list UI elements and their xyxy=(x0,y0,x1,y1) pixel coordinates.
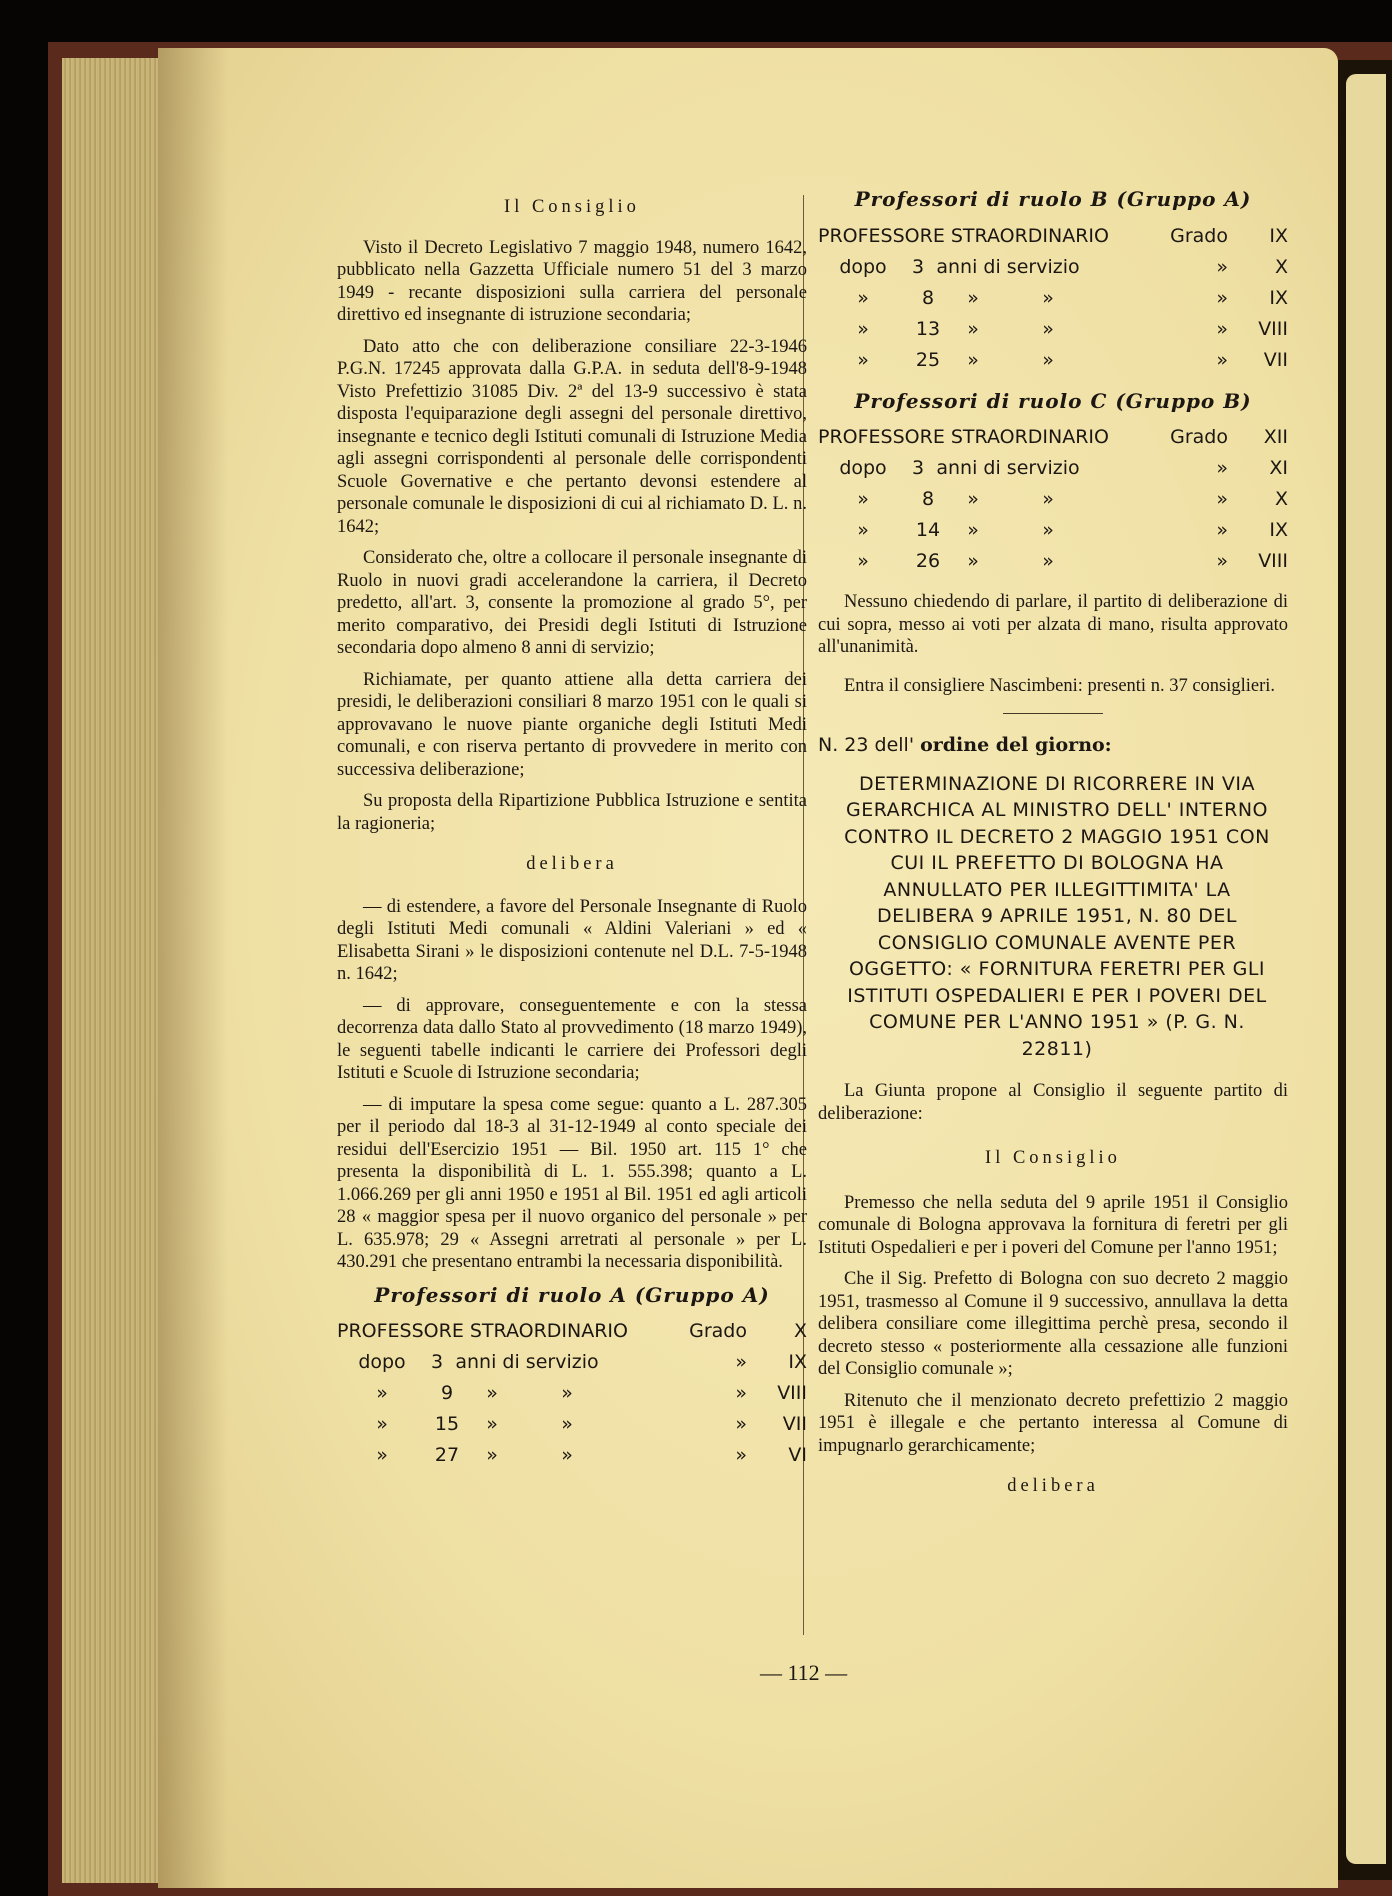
table-cell: » xyxy=(1216,348,1228,371)
table-cell: dopo xyxy=(839,457,887,479)
table-cell: » xyxy=(1216,286,1228,309)
table-cell: » xyxy=(1042,286,1054,309)
table-cell: 14 xyxy=(915,519,941,541)
table-cell: » xyxy=(1216,519,1228,541)
table-cell: dopo xyxy=(358,1351,406,1373)
table-cell: 13 xyxy=(915,317,941,340)
table-cell: » xyxy=(1216,488,1228,510)
paragraph: Nessuno chiedendo di parlare, il partito di deliberazione di cui sopra, messo ai voti per alzata di mano, risulta approvato all'unanimità. xyxy=(818,592,1288,657)
table-row xyxy=(818,314,1288,345)
table-cell: dopo xyxy=(839,255,887,278)
paragraph: Considerato che, oltre a collocare il personale insegnante di Ruolo in nuovi gradi accelerandone la carriera, il Decreto predetto, all'art. 3, consente la promozione al grado 5°, per merito comparativo, dei Presidi degli Istituti di Istruzione secondaria dopo almeno 8 anni di servizio; xyxy=(337,548,807,658)
paragraph: Richiamate, per quanto attiene alla detta carriera dei presidi, le deliberazioni consiliari 8 marzo 1951 con le quali si approvavano le nuove piante organiche degli Istituti Medi comunali, e con riserva pertanto di provvedere in merito con successiva deliberazione; xyxy=(337,669,807,780)
table-cell: X xyxy=(793,1320,807,1342)
table-heading: Professori di ruolo C (Gruppo B) xyxy=(854,388,1252,413)
table-cell: 8 xyxy=(921,488,935,510)
table-cell: » xyxy=(735,1413,747,1435)
table-row xyxy=(818,345,1288,376)
table-cell: » xyxy=(857,286,869,309)
table-cell: Grado xyxy=(689,1320,747,1342)
section-title: Il Consiglio xyxy=(985,1148,1121,1168)
table-cell: » xyxy=(735,1351,747,1373)
paragraph: Che il Sig. Prefetto di Bologna con suo decreto 2 maggio 1951, trasmesso al Comune il 9 successivo, annullava la detta delibera consiliare come illegittima perchè presa, secondo il decreto stesso « posteriormente alla cessazione alle funzioni del Consiglio comunale »; xyxy=(818,1269,1288,1379)
table-cell: » xyxy=(1042,488,1054,510)
table-cell: » xyxy=(561,1382,573,1404)
agenda-number: N. 23 xyxy=(818,734,869,756)
next-page-edge xyxy=(1346,74,1386,1864)
page-number: — 112 — xyxy=(760,1660,848,1685)
table-cell: » xyxy=(376,1382,388,1404)
table-cell: » xyxy=(1042,317,1054,340)
table-cell: » xyxy=(1216,317,1228,340)
table-cell: » xyxy=(486,1382,498,1404)
table-cell: » xyxy=(376,1413,388,1435)
table-row xyxy=(818,283,1288,314)
table-cell: IX xyxy=(1269,224,1288,247)
table-cell: 25 xyxy=(915,348,941,371)
table-row xyxy=(818,221,1288,252)
table-row xyxy=(337,1409,807,1440)
table-row xyxy=(818,484,1288,515)
table-cell: VIII xyxy=(777,1382,807,1404)
table-heading: Professori di ruolo A (Gruppo A) xyxy=(374,1282,770,1307)
table-cell: » xyxy=(561,1444,573,1466)
table-cell: anni di servizio xyxy=(936,457,1080,479)
table-row xyxy=(818,422,1288,453)
paragraph: Entra il consigliere Nascimbeni: presenti n. 37 consiglieri. xyxy=(844,675,1276,696)
table-cell: anni di servizio xyxy=(455,1351,599,1373)
table-cell: » xyxy=(967,286,979,309)
career-table-c xyxy=(818,422,1288,577)
table-cell: 3 xyxy=(911,457,925,479)
table-cell: IX xyxy=(1269,286,1288,309)
table-cell: X xyxy=(1274,488,1288,510)
table-cell: » xyxy=(1216,457,1228,479)
table-cell: 3 xyxy=(911,255,925,278)
agenda-label: ordine del giorno: xyxy=(920,734,1112,756)
section-title: Il Consiglio xyxy=(504,197,640,217)
table-cell: » xyxy=(1042,550,1054,572)
table-cell: » xyxy=(857,348,869,371)
table-cell: » xyxy=(1216,255,1228,278)
table-cell: 27 xyxy=(434,1444,460,1466)
paragraph: La Giunta propone al Consiglio il seguente partito di deliberazione: xyxy=(818,1081,1288,1124)
table-cell: 8 xyxy=(921,286,935,309)
table-cell: » xyxy=(1216,550,1228,572)
resolution-item: — di approvare, conseguentemente e con la stessa decorrenza data dallo Stato al provvedimento (18 marzo 1949), le seguenti tabelle indicanti le carriere dei Professori degli Istituti e Scuole di Istruzione secondaria; xyxy=(337,995,807,1083)
table-cell: anni di servizio xyxy=(936,255,1080,278)
left-column xyxy=(337,196,807,1471)
table-cell: » xyxy=(967,317,979,340)
right-column xyxy=(818,188,1288,1507)
delibera-heading: delibera xyxy=(1007,1476,1099,1496)
agenda-prefix: dell' xyxy=(874,734,915,756)
table-cell: 9 xyxy=(440,1382,454,1404)
table-cell: VII xyxy=(782,1413,807,1435)
table-cell: » xyxy=(967,488,979,510)
table-row xyxy=(337,1378,807,1409)
table-heading: Professori di ruolo B (Gruppo A) xyxy=(854,187,1252,211)
table-cell: » xyxy=(735,1382,747,1404)
table-cell: » xyxy=(376,1444,388,1466)
table-row xyxy=(818,515,1288,546)
paragraph: Dato atto che con deliberazione consiliare 22-3-1946 P.G.N. 17245 approvata dalla G.P.A. in seduta dell'8-9-1948 Visto Prefettizio 31085 Div. 2ª del 13-9 successivo è stata disposta l'equiparazione degli assegni del personale direttivo, insegnante e tecnico degli Istituti comunali di Istruzione Media agli assegni corrispondenti al personale delle corrispondenti Scuole Governative e che pertanto devonsi estendere al personale comunale le disposizioni di cui al richiamato D. L. n. 1642; xyxy=(337,336,807,537)
table-cell: » xyxy=(967,348,979,371)
table-cell: IX xyxy=(1269,519,1288,541)
table-cell: » xyxy=(486,1444,498,1466)
table-cell: 15 xyxy=(434,1413,460,1435)
table-cell: PROFESSORE STRAORDINARIO xyxy=(818,426,1109,448)
table-cell: VII xyxy=(1263,348,1288,371)
table-cell: PROFESSORE STRAORDINARIO xyxy=(337,1320,628,1342)
table-cell: » xyxy=(857,488,869,510)
table-cell: VIII xyxy=(1258,550,1288,572)
table-row xyxy=(337,1440,807,1471)
table-cell: IX xyxy=(788,1351,807,1373)
table-row xyxy=(818,453,1288,484)
agenda-line xyxy=(818,734,1288,757)
table-cell: XII xyxy=(1263,426,1288,448)
table-cell: 3 xyxy=(430,1351,444,1373)
table-cell: » xyxy=(1042,519,1054,541)
agenda-title: DETERMINAZIONE DI RICORRERE IN VIA GERARCHICA AL MINISTRO DELL' INTERNO CONTRO IL DECRETO 2 MAGGIO 1951 CON CUI IL PREFETTO DI BOLOGNA HA ANNULLATO PER ILLEGITTIMITA' LA DELIBERA 9 APRILE 1951, N. 80 DEL CONSIGLIO COMUNALE AVENTE PER OGGETTO: « FORNITURA FERETRI PER GLI ISTITUTI OSPEDALIERI E PER I POVERI DEL COMUNE PER L'ANNO 1951 » (P. G. N. 22811) xyxy=(844,772,1270,1060)
table-cell: VI xyxy=(788,1444,807,1466)
table-cell: Grado xyxy=(1170,426,1228,448)
table-cell: XI xyxy=(1269,457,1288,479)
section-rule xyxy=(1003,713,1103,714)
table-cell: Grado xyxy=(1170,224,1228,247)
table-row xyxy=(818,252,1288,283)
paragraph: Ritenuto che il menzionato decreto prefettizio 2 maggio 1951 è illegale e che pertanto interessa al Comune di impugnarlo gerarchicamente; xyxy=(818,1390,1288,1456)
table-cell: 26 xyxy=(915,550,941,572)
paragraph: Premesso che nella seduta del 9 aprile 1951 il Consiglio comunale di Bologna approvava la fornitura di feretri per gli Istituti Ospedalieri e per i poveri del Comune per l'anno 1951; xyxy=(818,1192,1288,1258)
paragraph: Visto il Decreto Legislativo 7 maggio 1948, numero 1642, pubblicato nella Gazzetta Ufficiale numero 51 del 3 marzo 1949 - recante disposizioni sulla carriera del personale direttivo ed insegnante di istruzione secondaria; xyxy=(337,237,807,325)
table-cell: » xyxy=(857,519,869,541)
table-row xyxy=(818,546,1288,577)
table-cell: » xyxy=(561,1413,573,1435)
resolution-item: — di imputare la spesa come segue: quanto a L. 287.305 per il periodo dal 18-3 al 31-12-1949 al conto speciale dei residui dell'Esercizio 1951 — Bil. 1950 art. 115 1° che presenta la disponibilità di L. 1. 555.398; quanto a L. 1.066.269 per gli anni 1950 e 1951 al Bil. 1951 ed agli articoli 28 « maggior spesa per il nuovo organico del personale » per L. 635.978; 29 « Assegni arretrati al personale » per L. 430.291 che presentano entrambi la necessaria disponibilità. xyxy=(337,1094,807,1272)
table-cell: VIII xyxy=(1258,317,1288,340)
table-cell: X xyxy=(1274,255,1288,278)
table-cell: PROFESSORE STRAORDINARIO xyxy=(818,224,1109,247)
table-cell: » xyxy=(735,1444,747,1466)
table-cell: » xyxy=(857,317,869,340)
page-edges xyxy=(62,58,162,1883)
page-gutter-shadow xyxy=(158,48,228,1888)
table-row xyxy=(337,1347,807,1378)
table-cell: » xyxy=(1042,348,1054,371)
career-table-a xyxy=(337,1316,807,1471)
career-table-b xyxy=(818,221,1288,376)
table-cell: » xyxy=(486,1413,498,1435)
table-row xyxy=(337,1316,807,1347)
table-cell: » xyxy=(967,550,979,572)
resolution-item: — di estendere, a favore del Personale Insegnante di Ruolo degli Istituti Medi comunali « Aldini Valeriani » ed « Elisabetta Sirani » le disposizioni contenute nel D.L. 7-5-1948 n. 1642; xyxy=(337,896,807,984)
table-cell: » xyxy=(857,550,869,572)
table-cell: » xyxy=(967,519,979,541)
paragraph: Su proposta della Ripartizione Pubblica Istruzione e sentita la ragioneria; xyxy=(337,791,807,834)
delibera-heading: delibera xyxy=(526,854,618,874)
